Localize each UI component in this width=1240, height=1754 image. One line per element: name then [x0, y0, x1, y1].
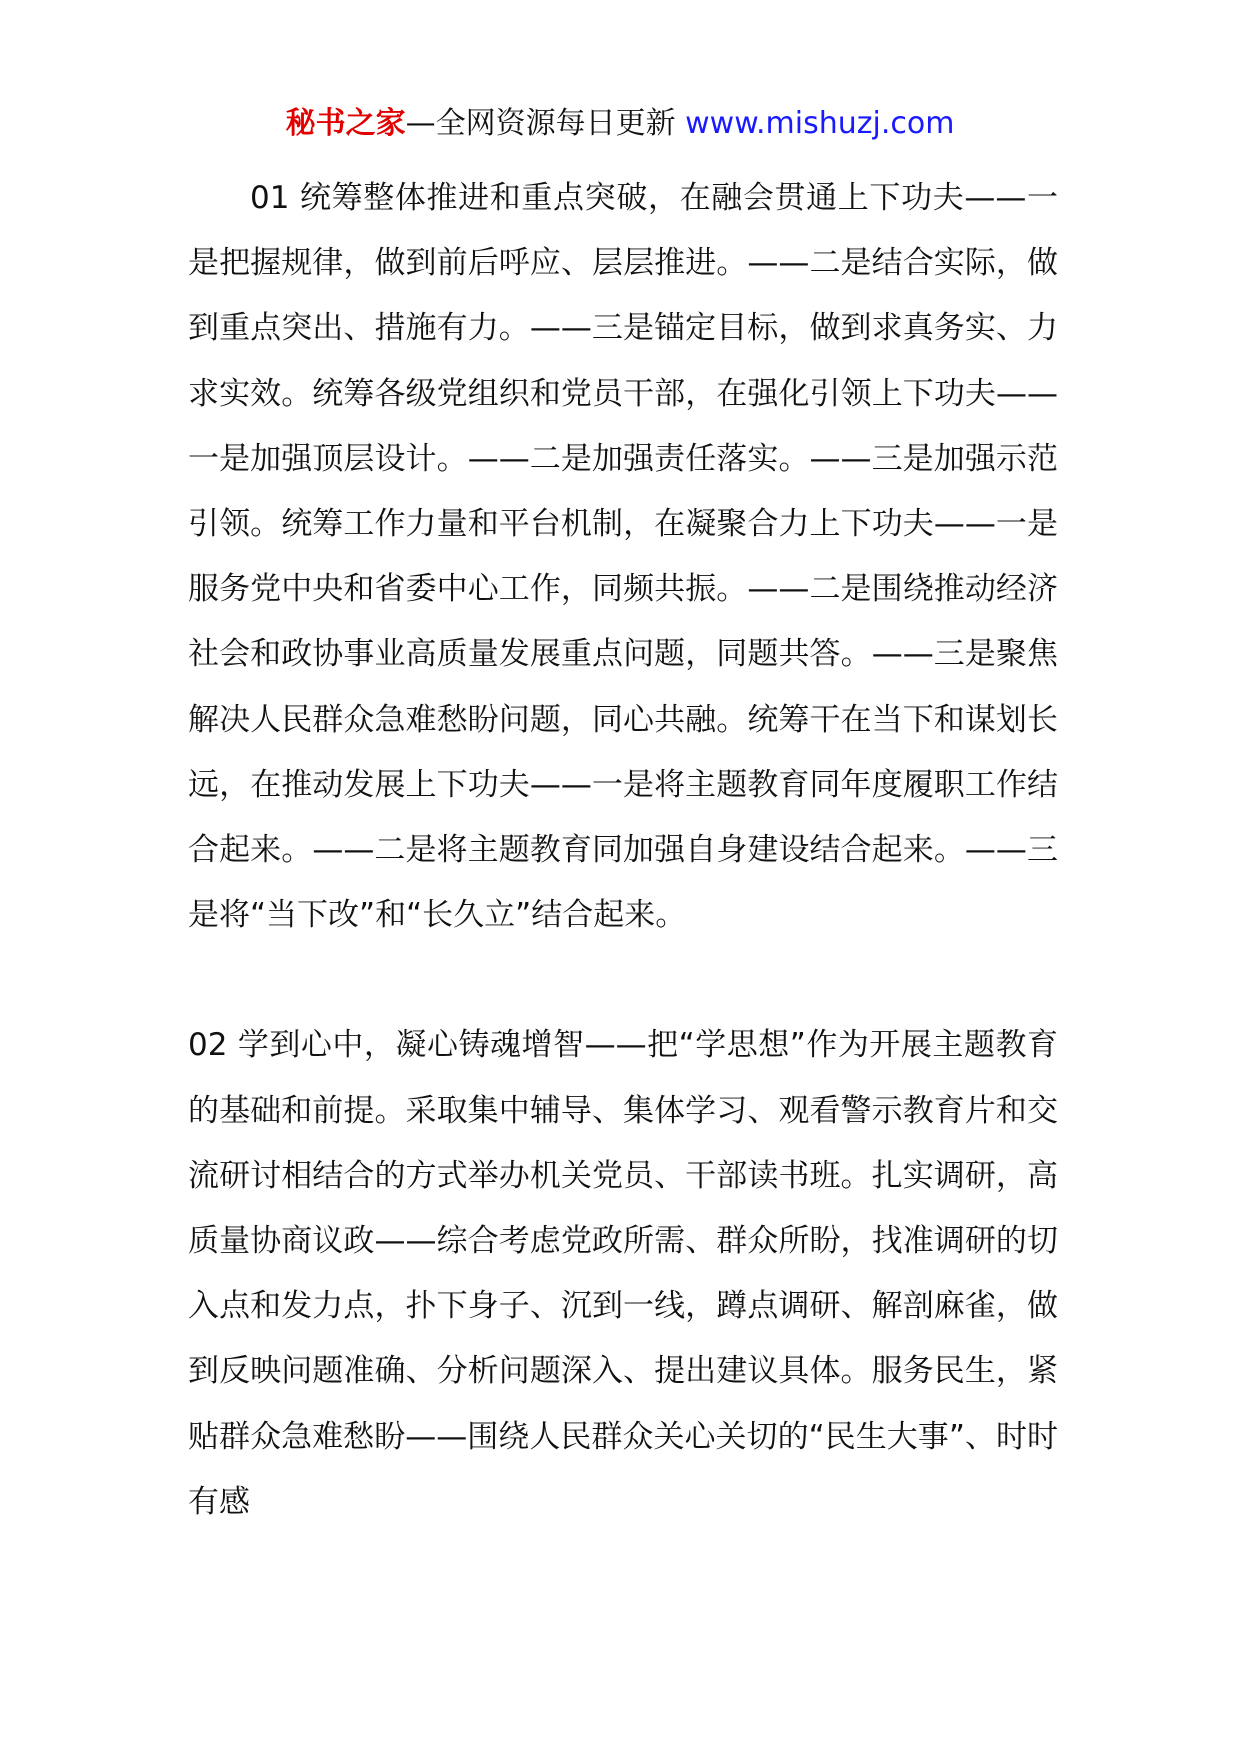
paragraph-02: 02 学到心中，凝心铸魂增智——把“学思想”作为开展主题教育的基础和前提。采取集中辅导、集体学习、观看警示教育片和交流研讨相结合的方式举办机关党员、干部读书班。扎实调研，高质量协商议政——综合考虑党政所需、群众所盼，找准调研的切入点和发力点，扑下身子、沉到一线，蹲点调研、解剖麻雀，做到反映问题准确、分析问题深入、提出建议具体。服务民生，紧贴群众急难愁盼——围绕人民群众关心关切的“民生大事”、时时有感 — [188, 1027, 1058, 1520]
site-tagline: —全网资源每日更新 — [405, 106, 676, 141]
document-body — [188, 166, 1058, 1535]
site-url[interactable]: www.mishuzj.com — [685, 106, 955, 141]
paragraph-01: 01 统筹整体推进和重点突破，在融会贯通上下功夫——一是把握规律，做到前后呼应、层层推进。——二是结合实际，做到重点突出、措施有力。——三是锚定目标，做到求真务实、力求实效。统筹各级党组织和党员干部，在强化引领上下功夫——一是加强顶层设计。——二是加强责任落实。——三是加强示范引领。统筹工作力量和平台机制，在凝聚合力上下功夫——一是服务党中央和省委中心工作，同频共振。——二是围绕推动经济社会和政协事业高质量发展重点问题，同题共答。——三是聚焦解决人民群众急难愁盼问题，同心共融。统筹干在当下和谋划长远，在推动发展上下功夫——一是将主题教育同年度履职工作结合起来。——二是将主题教育同加强自身建设结合起来。——三是将“当下改”和“长久立”结合起来。 — [188, 180, 1058, 934]
site-header — [0, 104, 1240, 144]
brand-name: 秘书之家 — [285, 106, 406, 141]
